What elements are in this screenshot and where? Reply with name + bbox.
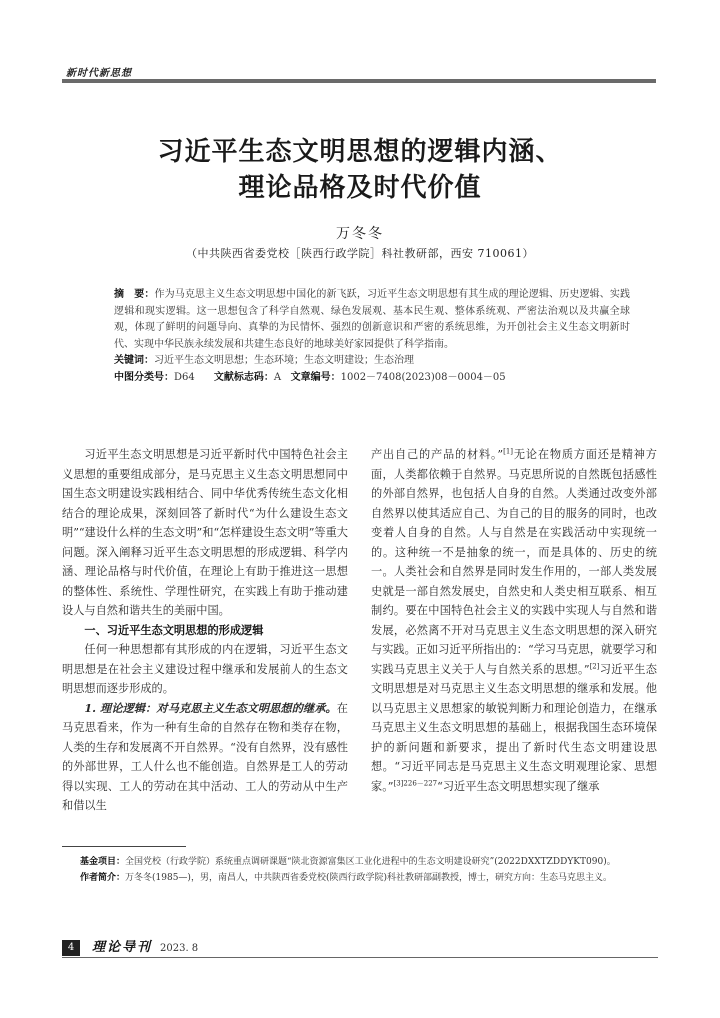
footnote-rule (62, 846, 186, 847)
keywords-label: 关键词： (114, 355, 154, 366)
author-bio-text: 万冬冬(1985—)，男，南昌人，中共陕西省委党校(陕西行政学院)科社教研部副教授，博士，研究方向：生态马克思主义。 (125, 873, 612, 883)
title-line-1: 习近平生态文明思想的逻辑内涵、 (157, 137, 563, 167)
journal-section-label: 新时代新思想 (66, 68, 132, 79)
text-segment-3: 习近平生态文明思想是对马克思主义生态文明思想的继承和发展。他以马克思主义思想家的敏锐判断力和理论创造力，在继承马克思主义生态文明思想的基础上，根据我国生态环境保护的新问题和新要求，提出了新时代生态文明建设思想。“习近平同志是马克思主义生态文明观理论家、思想家。” (371, 662, 657, 793)
doc-code-value: A (273, 371, 282, 383)
citation-1[interactable]: [1] (503, 447, 514, 456)
header-rule (62, 79, 656, 83)
issue-date: 2023. 8 (160, 943, 199, 954)
intro-paragraph: 习近平生态文明思想是习近平新时代中国特色社会主义思想的重要组成部分，是马克思主义生态文明思想同中国生态文明建设实践相结合、同中华优秀传统生态文化相结合的理论成果，深刻回答了新时代“为什么建设生态文明”“建设什么样的生态文明”和“怎样建设生态文明”等重大问题。深入阐释习近平生态文明思想的形成逻辑、科学内涵、理论品格与时代价值，在理论上有助于推进这一思想的整体性、系统性、学理性研究，在实践上有助于推动建设人与自然和谐共生的美丽中国。 (62, 448, 348, 617)
journal-name: 理论导刊 (92, 940, 153, 955)
section-heading-1: 一、习近平生态文明思想的形成逻辑 (84, 623, 264, 637)
keywords-text: 习近平生态文明思想；生态环境；生态文明建设；生态治理 (154, 355, 414, 366)
article-title (60, 134, 660, 206)
article-no-label: 文章编号： (290, 371, 341, 383)
section-1-paragraph: 任何一种思想都有其形成的内在逻辑，习近平生态文明思想是在社会主义建设过程中继承和发展前人的生态文明思想而逐步形成的。 (62, 643, 348, 695)
citation-2[interactable]: [2] (589, 661, 600, 670)
fund-note (62, 854, 658, 870)
abstract (90, 287, 630, 353)
subsection-paragraph (62, 699, 348, 816)
author-bio-label: 作者简介： (80, 873, 126, 883)
page-number: 4 (62, 940, 80, 956)
abstract-block (90, 287, 630, 386)
subsection-heading-1: 1. 理论逻辑：对马克思主义生态文明思想的继承。 (84, 700, 337, 715)
abstract-label: 摘 要： (114, 289, 155, 300)
keywords (90, 353, 630, 370)
footer-rule (62, 957, 658, 958)
text-segment-2: 无论在物质方面还是精神方面，人类都依赖于自然界。马克思所说的自然既包括感性的外部自然界，也包括人自身的自然。人类通过改变外部自然界以使其适应自己、为自己的目的服务的同时，也改变着人自身的自然。人与自然是在实践活动中实现统一的。这种统一不是抽象的统一，而是具体的、历史的统一。人类社会和自然界是同时发生作用的，一部人类发展史就是一部自然发展史，自然史和人类史相互联系、相互制约。要在中国特色社会主义的实践中实现人与自然和谐发展，必然离不开对马克思主义生态文明思想的深入研究与实践。正如习近平所指出的：“学习马克思，就要学习和实践马克思主义关于人与自然关系的思想。” (371, 448, 657, 676)
doc-code-label: 文献标志码： (213, 371, 274, 383)
classification-line (90, 370, 630, 387)
title-line-2: 理论品格及时代价值 (238, 173, 482, 203)
article-no-value: 1002－7408(2023)08－0004－05 (340, 371, 506, 383)
footnotes (62, 854, 658, 886)
author-affiliation: （中共陕西省委党校［陕西行政学院］科社教研部，西安 710061） (186, 247, 534, 260)
fund-label: 基金项目： (80, 857, 126, 867)
text-segment-1: 产出自己的产品的材料。” (371, 448, 504, 461)
author-note (62, 870, 658, 886)
abstract-text: 作为马克思主义生态文明思想中国化的新飞跃，习近平生态文明思想有其生成的理论逻辑、历史逻辑、实践逻辑和现实逻辑。这一思想包含了科学自然观、绿色发展观、基本民生观、整体系统观、严密法治观以及共赢全球观，体现了鲜明的问题导向、真挚的为民情怀、强烈的创新意识和严密的系统思维，为开创社会主义生态文明新时代、实现中华民族永续发展和共建生态良好的地球美好家园提供了科学指南。 (114, 289, 631, 350)
body-right-column (371, 445, 657, 796)
subsection-text: 在马克思看来，作为一种有生命的自然存在物和类存在物，人类的生存和发展离不开自然界。“没有自然界，没有感性的外部世界，工人什么也不能创造。自然界是工人的劳动得以实现、工人的劳动在其中活动、工人的劳动从中生产和借以生 (62, 701, 348, 812)
continued-paragraph (371, 445, 657, 796)
author-name: 万冬冬 (336, 226, 384, 242)
body-left-column (62, 445, 348, 816)
text-segment-4: “习近平生态文明思想实现了继承 (437, 779, 600, 793)
clc-label: 中图分类号： (114, 371, 174, 383)
citation-3[interactable]: [3]226－227 (393, 778, 438, 787)
fund-text: 全国党校（行政学院）系统重点调研课题“陕北资源富集区工业化进程中的生态文明建设研究”(2022DXXTZDDYKT090)。 (125, 857, 616, 867)
clc-value: D64 (174, 371, 195, 383)
